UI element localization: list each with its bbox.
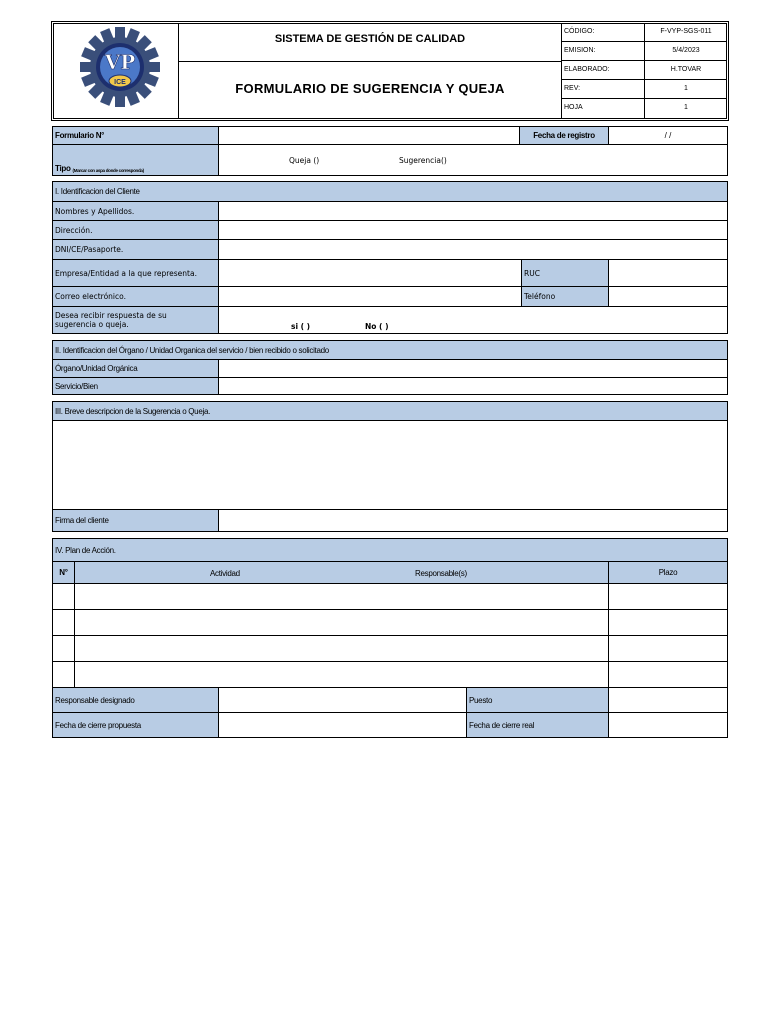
meta-value: 1 [684,85,688,92]
tipo-label-text: Tipo [55,164,71,173]
tipo-label [52,144,219,176]
meta-row [562,61,727,80]
actividad-responsable-header [74,561,609,584]
system-title: SISTEMA DE GESTIÓN DE CALIDAD [274,33,466,45]
nombres-field[interactable] [218,201,728,221]
plan-row-actividad[interactable] [74,583,609,610]
fecha-cierre-real-field[interactable] [608,712,728,738]
col-n-header: N° [52,561,75,584]
empresa-label: Empresa/Entidad a la que representa. [52,259,219,287]
fecha-registro-field[interactable]: / / [608,126,728,145]
meta-value: 1 [684,104,688,111]
ruc-label: RUC [521,259,609,287]
logo [80,26,160,108]
meta-label: ELABORADO: [564,66,610,73]
respuesta-label-line1: Desea recibir respuesta de su [55,311,167,320]
meta-row [562,42,727,61]
empresa-field[interactable] [218,259,522,287]
section2-title: II. Identificacion del Órgano / Unidad Organica del servicio / bien recibido o solicitado [52,340,728,360]
dni-label: DNI/CE/Pasaporte. [52,239,219,260]
form-title: FORMULARIO DE SUGERENCIA Y QUEJA [235,81,505,96]
plan-row-actividad[interactable] [74,635,609,662]
form-number-label: Formulario N° [52,126,219,145]
meta-label: HOJA [564,104,583,111]
meta-value: 5/4/2023 [672,47,700,54]
gear-logo-icon [80,26,160,108]
responsable-designado-field[interactable] [218,687,467,713]
section1-title: I. Identificacion del Cliente [52,181,728,202]
col-plazo-header: Plazo [608,561,728,584]
meta-label: EMISION: [564,47,596,54]
ruc-field[interactable] [608,259,728,287]
telefono-label: Teléfono [521,286,609,307]
tipo-options [218,144,728,176]
section4-title: IV. Plan de Acción. [52,538,728,562]
plan-row-actividad[interactable] [74,661,609,688]
firma-field[interactable] [218,509,728,532]
meta-row [562,80,727,99]
dni-field[interactable] [218,239,728,260]
servicio-label: Servicio/Bien [52,377,219,395]
respuesta-label-line2: sugerencia o queja. [55,320,129,329]
section3-title: III. Breve descripcion de la Sugerencia o Queja. [52,401,728,421]
plan-row-n[interactable] [52,583,75,610]
meta-value: H.TOVAR [670,66,702,73]
logo-text: VP [104,50,136,74]
meta-label: CÓDIGO: [564,28,595,35]
queja-option[interactable]: Queja () [289,156,320,165]
puesto-field[interactable] [608,687,728,713]
plan-row-n[interactable] [52,609,75,636]
descripcion-field[interactable] [52,420,728,510]
fecha-cierre-propuesta-label: Fecha de cierre propuesta [52,712,219,738]
plan-row-n[interactable] [52,661,75,688]
meta-row [562,99,727,119]
plan-row-plazo[interactable] [608,583,728,610]
plan-row-plazo[interactable] [608,609,728,636]
puesto-label: Puesto [466,687,609,713]
meta-row [562,23,727,42]
direccion-label: Dirección. [52,220,219,240]
respuesta-options [218,306,728,334]
tipo-hint: (Marcar con aspa donde corresponda) [72,168,144,173]
logo-subtext: ICE [114,79,126,86]
organo-label: Órgano/Unidad Orgánica [52,359,219,378]
col-responsable-header: Responsable(s) [415,569,467,578]
servicio-field[interactable] [218,377,728,395]
meta-label: REV: [564,85,581,92]
responsable-designado-label: Responsable designado [52,687,219,713]
plan-row-actividad[interactable] [74,609,609,636]
firma-label: Firma del cliente [52,509,219,532]
col-actividad-header: Actividad [210,569,240,578]
direccion-field[interactable] [218,220,728,240]
meta-value: F-VYP-SGS-011 [660,28,712,35]
nombres-label: Nombres y Apellidos. [52,201,219,221]
respuesta-si-option[interactable]: si ( ) [291,322,311,331]
fecha-cierre-real-label: Fecha de cierre real [466,712,609,738]
correo-field[interactable] [218,286,522,307]
correo-label: Correo electrónico. [52,286,219,307]
meta-table [562,23,727,119]
sugerencia-option[interactable]: Sugerencia() [399,156,447,165]
plan-row-plazo[interactable] [608,635,728,662]
respuesta-no-option[interactable]: No ( ) [365,322,389,331]
fecha-cierre-propuesta-field[interactable] [218,712,467,738]
respuesta-label [52,306,219,334]
form-number-field[interactable] [218,126,520,145]
plan-row-n[interactable] [52,635,75,662]
divider [178,61,561,62]
telefono-field[interactable] [608,286,728,307]
organo-field[interactable] [218,359,728,378]
plan-row-plazo[interactable] [608,661,728,688]
fecha-registro-label: Fecha de registro [519,126,609,145]
